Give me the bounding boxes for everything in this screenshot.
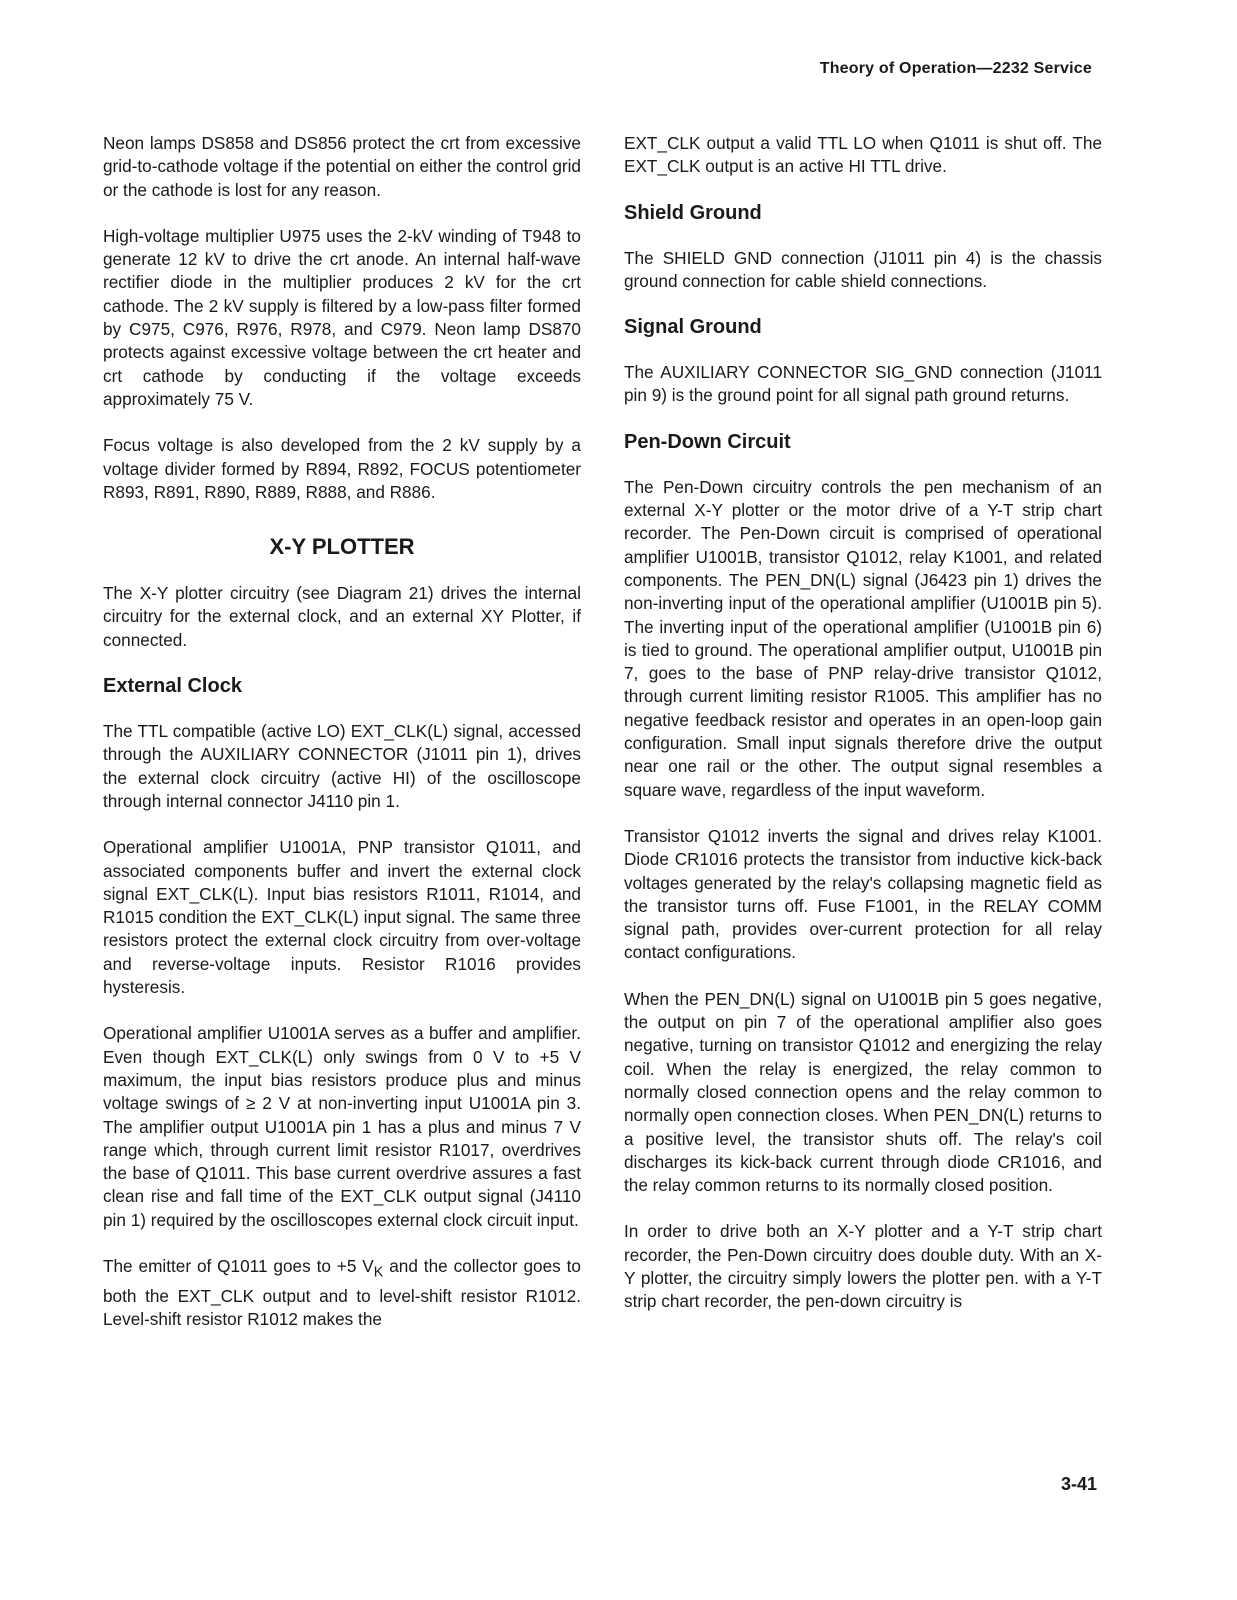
- emitter-text-end: and the collector goes to both the EXT_CLK output and to level-shift resistor R1012. Level-shift resistor R1012 makes the: [103, 1255, 581, 1330]
- paragraph-pen-down-overview: The Pen-Down circuitry controls the pen mechanism of an external X-Y plotter or the motor drive of a Y-T strip chart recorder. The Pen-Down circuit is comprised of operational amplifier U1001B, transistor Q1012, relay K1001, and related components. The PEN_DN(L) signal (J6423 pin 1) drives the non-inverting input of the operational amplifier (U1001B pin 5). The inverting input of the operational amplifier (U1001B pin 6) is tied to ground. The operational amplifier output, U1001B pin 7, goes to the base of PNP relay-drive transistor Q1012, through current limiting resistor R1005. This amplifier has no negative feedback resistor and operates in an open-loop gain configuration. Small input signals therefore drive the output near one rail or the other. The output signal resembles a square wave, regardless of the input waveform.: [624, 476, 1102, 800]
- section-title-xy-plotter: X-Y PLOTTER: [269, 534, 415, 560]
- paragraph-focus-voltage: Focus voltage is also developed from the 2 kV supply by a voltage divider formed by R894, R892, FOCUS potentiometer R893, R891, R890, R889, R888, and R886.: [103, 435, 581, 502]
- heading-pen-down-circuit: Pen-Down Circuit: [624, 430, 791, 453]
- paragraph-hv-multiplier: High-voltage multiplier U975 uses the 2-kV winding of T948 to generate 12 kV to drive the crt anode. An internal half-wave rectifier diode in the multiplier produces 2 kV for the crt cathode. The 2 kV supply is filtered by a low-pass filter formed by C975, C976, R976, R978, and C979. Neon lamp DS870 protects against excessive voltage between the crt heater and crt cathode by conducting if the voltage exceeds approximately 75 V.: [103, 225, 581, 409]
- paragraph-ext-clk-signal: The TTL compatible (active LO) EXT_CLK(L) signal, accessed through the AUXILIARY CONNECTOR (J1011 pin 1), drives the external clock circuitry (active HI) of the oscilloscope through internal connector J4110 pin 1.: [103, 721, 581, 811]
- page-number: 3-41: [1060, 1474, 1097, 1494]
- paragraph-u1001a-q1011: Operational amplifier U1001A, PNP transistor Q1011, and associated components buffer and invert the external clock signal EXT_CLK(L). Input bias resistors R1011, R1014, and R1015 condition the EXT_CLK(L) input signal. The same three resistors protect the external clock circuitry from over-voltage and reverse-voltage inputs. Resistor R1016 provides hysteresis.: [103, 837, 581, 998]
- paragraph-pen-dn-operation: When the PEN_DN(L) signal on U1001B pin 5 goes negative, the output on pin 7 of the operational amplifier also goes negative, turning on transistor Q1012 and energizing the relay coil. When the relay is energized, the relay common to normally closed connection opens and the relay common to normally open connection closes. When PEN_DN(L) returns to a positive level, the transistor shuts off. The relay's coil discharges its kick-back current through diode CR1016, and the relay common returns to its normally closed position.: [624, 988, 1102, 1196]
- paragraph-q1012-relay: Transistor Q1012 inverts the signal and drives relay K1001. Diode CR1016 protects the transistor from inductive kick-back voltages generated by the relay's collapsing magnetic field as the transistor turns off. Fuse F1001, in the RELAY COMM signal path, provides over-current protection for all relay contact configurations.: [624, 825, 1102, 963]
- emitter-text-start: The emitter of Q1011 goes to +5 V: [103, 1255, 374, 1276]
- right-column: [624, 132, 1102, 1337]
- heading-external-clock: External Clock: [103, 675, 242, 698]
- emitter-subscript: K: [373, 1264, 384, 1281]
- paragraph-shield-ground: The SHIELD GND connection (J1011 pin 4) is the chassis ground connection for cable shield connections.: [624, 247, 1102, 291]
- heading-shield-ground: Shield Ground: [624, 201, 762, 224]
- running-header: Theory of Operation—2232 Service: [819, 60, 1092, 77]
- paragraph-ext-clk-output: EXT_CLK output a valid TTL LO when Q1011 is shut off. The EXT_CLK output is an active HI TTL drive.: [624, 133, 1102, 177]
- paragraph-buffer-amplifier: Operational amplifier U1001A serves as a buffer and amplifier. Even though EXT_CLK(L) only swings from 0 V to +5 V maximum, the input bias resistors produce plus and minus voltage swings of ≥ 2 V at non-inverting input U1001A pin 3. The amplifier output U1001A pin 1 has a plus and minus 7 V range which, through current limit resistor R1017, overdrives the base of Q1011. This base current overdrive assures a fast clean rise and fall time of the EXT_CLK output signal (J4110 pin 1) required by the oscilloscopes external clock circuit input.: [103, 1023, 581, 1230]
- left-column: [103, 132, 581, 1354]
- paragraph-emitter-q1011: [103, 1255, 581, 1331]
- heading-signal-ground: Signal Ground: [624, 316, 762, 339]
- paragraph-double-duty: In order to drive both an X-Y plotter and a Y-T strip chart recorder, the Pen-Down circuitry does double duty. With an X-Y plotter, the circuitry simply lowers the plotter pen. with a Y-T strip chart recorder, the pen-down circuitry is: [624, 1221, 1102, 1312]
- paragraph-neon-lamps: Neon lamps DS858 and DS856 protect the crt from excessive grid-to-cathode voltage if the potential on either the control grid or the cathode is lost for any reason.: [103, 133, 581, 200]
- paragraph-signal-ground: The AUXILIARY CONNECTOR SIG_GND connection (J1011 pin 9) is the ground point for all signal path ground returns.: [624, 362, 1102, 406]
- paragraph-xy-plotter-intro: The X-Y plotter circuitry (see Diagram 21) drives the internal circuitry for the external clock, and an external XY Plotter, if connected.: [103, 583, 581, 650]
